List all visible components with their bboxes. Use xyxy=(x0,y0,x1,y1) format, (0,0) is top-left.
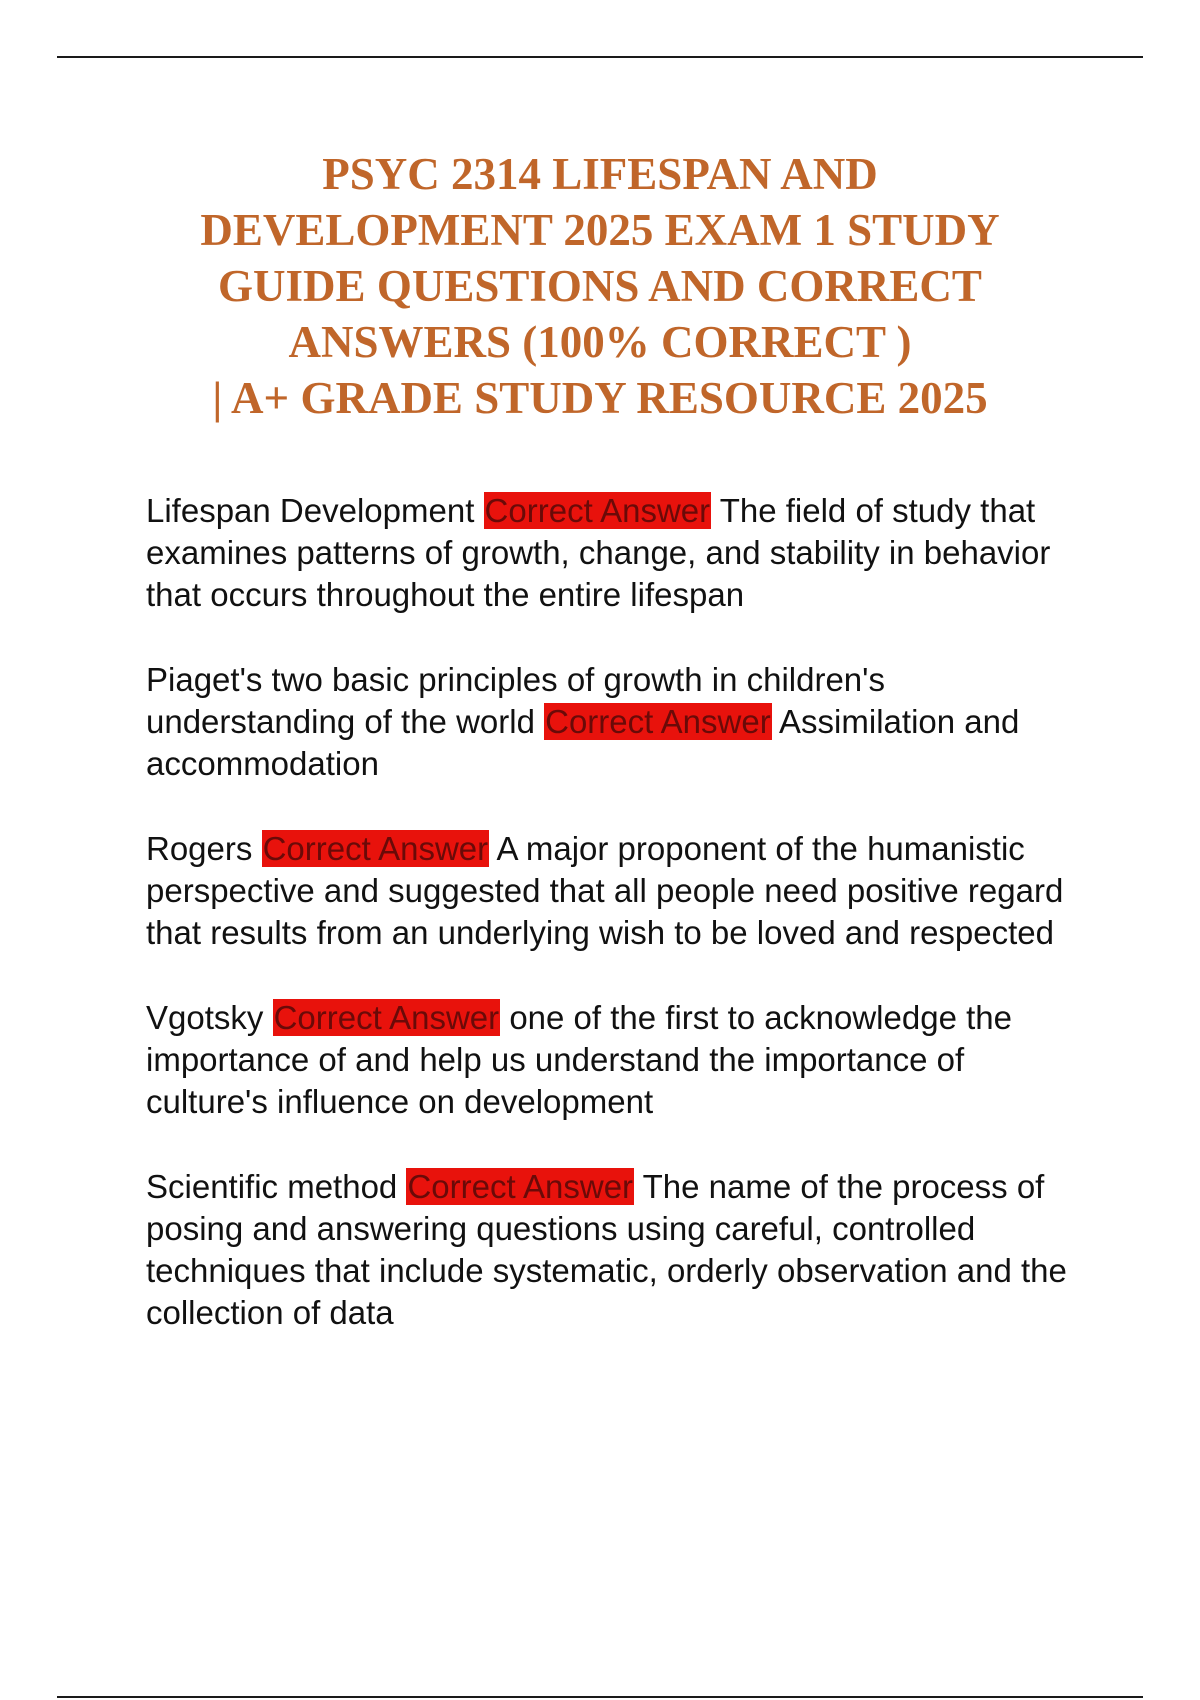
qa-item-piaget xyxy=(146,659,1086,785)
qa-item-vgotsky xyxy=(146,997,1086,1123)
qa-term: Vgotsky xyxy=(146,999,264,1036)
correct-answer-tag: Correct Answer xyxy=(407,1168,634,1205)
correct-answer-tag: Correct Answer xyxy=(273,999,500,1036)
qa-definition: Assimilation and accommodation xyxy=(146,703,1020,782)
title-line-3: GUIDE QUESTIONS AND CORRECT xyxy=(218,261,982,311)
qa-item-lifespan-development xyxy=(146,490,1086,616)
title-line-5: | A+ GRADE STUDY RESOURCE 2025 xyxy=(212,373,988,423)
qa-term: Piaget's two basic principles of growth in children's understanding of the world xyxy=(146,661,885,740)
qa-term: Rogers xyxy=(146,830,253,867)
top-rule xyxy=(57,56,1143,58)
document-title xyxy=(100,146,1100,426)
title-line-4: ANSWERS (100% CORRECT ) xyxy=(288,317,912,367)
title-line-1: PSYC 2314 LIFESPAN AND xyxy=(322,149,878,199)
qa-definition: A major proponent of the humanistic perspective and suggested that all people need positive regard that results from an underlying wish to be loved and respected xyxy=(146,830,1064,951)
qa-definition: one of the first to acknowledge the importance of and help us understand the importance of culture's influence on development xyxy=(146,999,1012,1120)
title-line-2: DEVELOPMENT 2025 EXAM 1 STUDY xyxy=(200,205,1000,255)
bottom-rule xyxy=(57,1696,1143,1698)
qa-definition: The field of study that examines patterns of growth, change, and stability in behavior that occurs throughout the entire lifespan xyxy=(146,492,1051,613)
qa-term: Scientific method xyxy=(146,1168,398,1205)
correct-answer-tag: Correct Answer xyxy=(545,703,771,740)
correct-answer-tag: Correct Answer xyxy=(262,830,489,867)
qa-item-rogers xyxy=(146,828,1086,954)
correct-answer-tag: Correct Answer xyxy=(484,492,711,529)
qa-list xyxy=(146,490,1086,1377)
qa-item-scientific-method xyxy=(146,1166,1086,1334)
qa-term: Lifespan Development xyxy=(146,492,475,529)
qa-definition: The name of the process of posing and answering questions using careful, controlled techniques that include systematic, orderly observation and the collection of data xyxy=(146,1168,1067,1331)
